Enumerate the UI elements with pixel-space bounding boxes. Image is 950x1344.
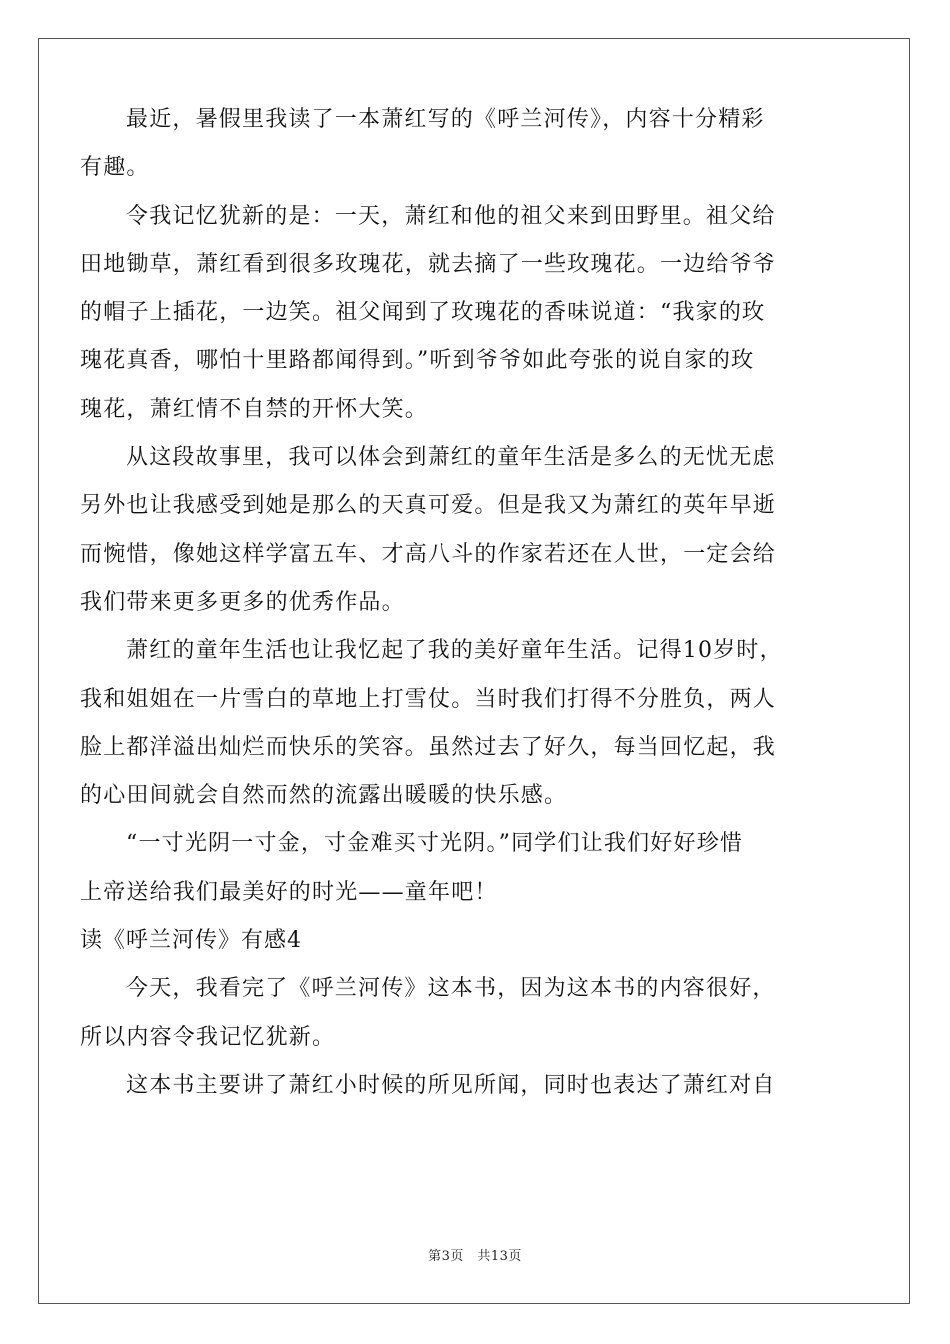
document-body <box>80 96 830 1110</box>
text-line: 这本书主要讲了萧红小时候的所见所闻，同时也表达了萧红对自 <box>126 1072 776 1098</box>
text-line: “一寸光阴一寸金，寸金难买寸光阴。”同学们让我们好好珍惜 <box>126 831 744 857</box>
text-line: 今天，我看完了《呼兰河传》这本书，因为这本书的内容很好， <box>126 976 776 1002</box>
text-line: 另外也让我感受到她是那么的天真可爱。但是我又为萧红的英年早逝 <box>80 493 777 519</box>
text-line: 脸上都洋溢出灿烂而快乐的笑容。虽然过去了好久，每当回忆起，我 <box>80 734 777 760</box>
text-line: 我和姐姐在一片雪白的草地上打雪仗。当时我们打得不分胜负，两人 <box>80 686 777 712</box>
text-line: 田地锄草，萧红看到很多玫瑰花，就去摘了一些玫瑰花。一边给爷爷 <box>80 251 777 277</box>
text-line: 从这段故事里，我可以体会到萧红的童年生活是多么的无忧无虑 <box>126 445 776 471</box>
text-line: 瑰花真香，哪怕十里路都闻得到。”听到爷爷如此夸张的说自家的玫 <box>80 348 755 374</box>
text-line: 而惋惜，像她这样学富五车、才高八斗的作家若还在人世，一定会给 <box>80 541 777 567</box>
text-line: 我们带来更多更多的优秀作品。 <box>80 589 405 615</box>
text-line: 有趣。 <box>80 155 150 181</box>
text-line: 上帝送给我们最美好的时光——童年吧！ <box>80 879 498 905</box>
text-line: 所以内容令我记忆犹新。 <box>80 1024 336 1050</box>
page-footer: 第3页 共13页 <box>428 1249 522 1264</box>
text-line: 的帽子上插花，一边笑。祖父闻到了玫瑰花的香味说道：“我家的玫 <box>80 300 766 326</box>
text-line: 的心田间就会自然而然的流露出暖暖的快乐感。 <box>80 783 568 809</box>
text-line: 瑰花，萧红情不自禁的开怀大笑。 <box>80 396 429 422</box>
text-line: 令我记忆犹新的是：一天，萧红和他的祖父来到田野里。祖父给 <box>126 203 776 229</box>
section-heading: 读《呼兰河传》有感4 <box>80 928 302 954</box>
text-line: 最近，暑假里我读了一本萧红写的《呼兰河传》，内容十分精彩 <box>126 107 765 132</box>
text-line: 萧红的童年生活也让我忆起了我的美好童年生活。记得10岁时， <box>126 638 783 664</box>
